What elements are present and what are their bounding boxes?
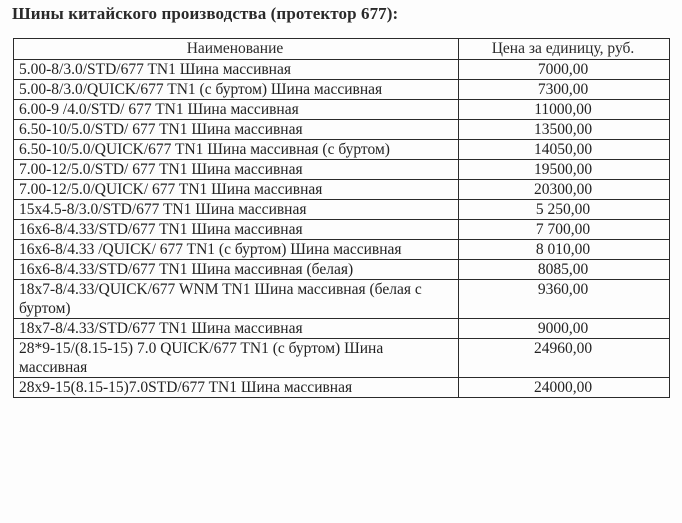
column-header-name: Наименование [14,39,459,60]
tire-name: 16x6-8/4.33/STD/677 TN1 Шина массивная [14,220,459,240]
table-row [14,60,670,80]
tire-price: 13500,00 [459,120,670,140]
price-table [13,38,670,398]
tire-name: 15x4.5-8/3.0/STD/677 TN1 Шина массивная [14,200,459,220]
tire-price: 24000,00 [459,378,670,398]
column-header-price: Цена за единицу, руб. [459,39,670,60]
table-row [14,339,670,378]
tire-name: 18x7-8/4.33/QUICK/677 WNM TN1 Шина массивная (белая с буртом) [14,280,459,319]
tire-name: 7.00-12/5.0/STD/ 677 TN1 Шина массивная [14,160,459,180]
tire-name: 16x6-8/4.33/STD/677 TN1 Шина массивная (белая) [14,260,459,280]
table-row [14,378,670,398]
tire-price: 20300,00 [459,180,670,200]
document-title: Шины китайского производства (протектор 677): [12,4,399,23]
tire-price: 7 700,00 [459,220,670,240]
tire-price: 8 010,00 [459,240,670,260]
table-row [14,280,670,319]
tire-price: 11000,00 [459,100,670,120]
tire-name: 28*9-15/(8.15-15) 7.0 QUICK/677 TN1 (с буртом) Шина массивная [14,339,459,378]
table-row [14,180,670,200]
tire-price: 8085,00 [459,260,670,280]
table-row [14,240,670,260]
tire-name: 5.00-8/3.0/QUICK/677 TN1 (с буртом) Шина массивная [14,80,459,100]
tire-price: 14050,00 [459,140,670,160]
tire-price: 9000,00 [459,319,670,339]
table-row [14,100,670,120]
tire-name: 28x9-15(8.15-15)7.0STD/677 TN1 Шина массивная [14,378,459,398]
table-row [14,260,670,280]
table-row [14,319,670,339]
table-row [14,80,670,100]
table-row [14,200,670,220]
tire-name: 5.00-8/3.0/STD/677 TN1 Шина массивная [14,60,459,80]
table-row [14,160,670,180]
tire-price: 7000,00 [459,60,670,80]
table-row [14,140,670,160]
tire-price: 9360,00 [459,280,670,319]
table-row [14,120,670,140]
tire-name: 16x6-8/4.33 /QUICK/ 677 TN1 (с буртом) Шина массивная [14,240,459,260]
tire-price: 24960,00 [459,339,670,378]
table-row [14,220,670,240]
tire-name: 7.00-12/5.0/QUICK/ 677 TN1 Шина массивная [14,180,459,200]
tire-price: 5 250,00 [459,200,670,220]
tire-name: 6.50-10/5.0/STD/ 677 TN1 Шина массивная [14,120,459,140]
tire-price: 7300,00 [459,80,670,100]
table-header-row [14,39,670,60]
tire-name: 6.00-9 /4.0/STD/ 677 TN1 Шина массивная [14,100,459,120]
tire-price: 19500,00 [459,160,670,180]
tire-name: 6.50-10/5.0/QUICK/677 TN1 Шина массивная (с буртом) [14,140,459,160]
tire-name: 18x7-8/4.33/STD/677 TN1 Шина массивная [14,319,459,339]
